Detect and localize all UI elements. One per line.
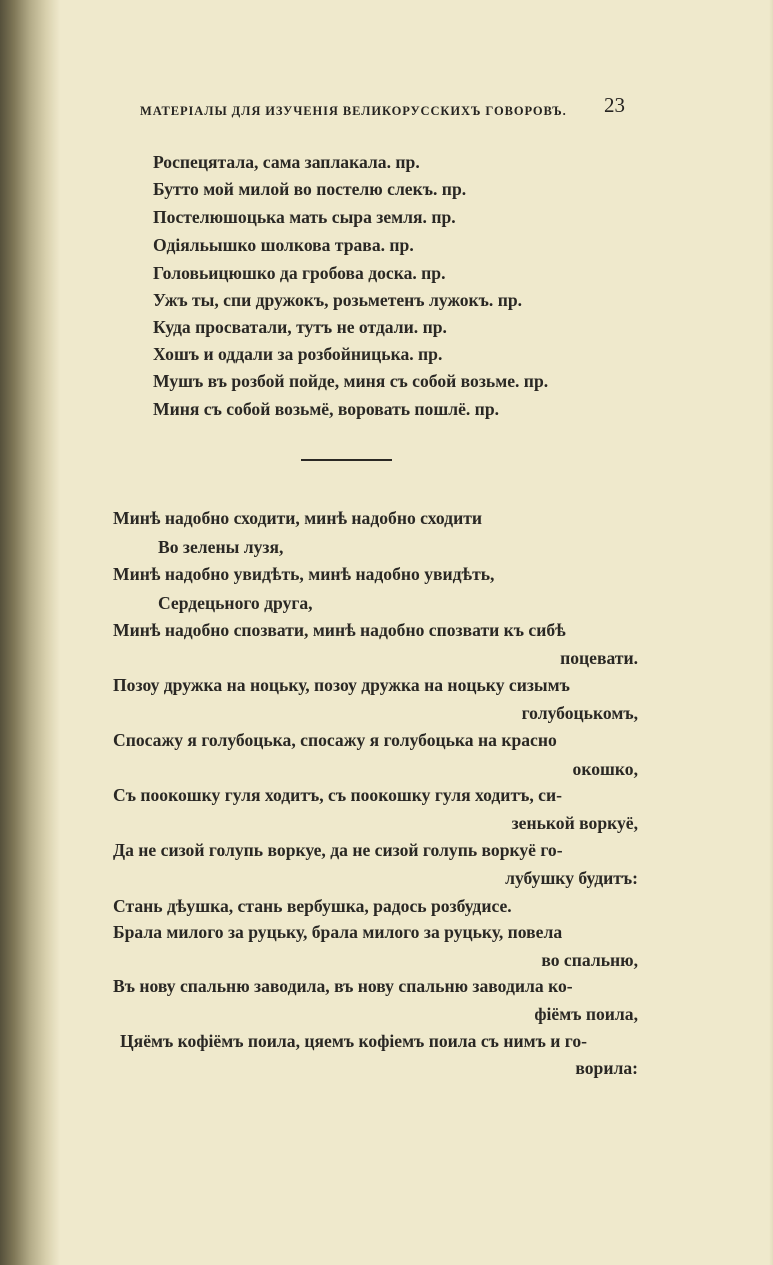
song2-line: Позоу дружка на ноцьку, позоу дружка на ноцьку сизымъ xyxy=(113,675,570,695)
song2-line: Да не сизой голупь воркуе, да не сизой голупь воркуё го- xyxy=(113,840,563,860)
song2-line: Минѣ надобно спозвати, минѣ надобно спозвати къ сибѣ xyxy=(113,620,566,640)
song1-line: Мушъ въ розбой пойде, миня съ собой возьме. пр. xyxy=(153,371,549,391)
song1-line: Роспецятала, сама заплакала. пр. xyxy=(153,152,420,172)
song1-line: Одiяльышко шолкова трава. пр. xyxy=(153,235,414,255)
song2-line: Во зелены лузя, xyxy=(158,537,284,557)
song2-line: фiёмъ поила, xyxy=(534,1004,638,1024)
section-divider xyxy=(301,459,392,461)
song2-line: Спосажу я голубоцька, спосажу я голубоцька на красно xyxy=(113,730,557,750)
song2-line: Брала милого за руцьку, брала милого за руцьку, повела xyxy=(113,922,563,942)
song2-line: лубушку будитъ: xyxy=(505,868,638,888)
song1-line: Ужъ ты, спи дружокъ, розьметенъ лужокъ. пр. xyxy=(153,290,523,310)
song2-line: поцевати. xyxy=(560,648,638,668)
song2-line: голубоцькомъ, xyxy=(521,703,638,723)
song2-line: Минѣ надобно увидѣть, минѣ надобно увидѣть, xyxy=(113,564,495,584)
song2-line: Сердецьного друга, xyxy=(158,593,313,613)
song1-line: Головьицюшко да гробова доска. пр. xyxy=(153,263,446,283)
song1-line: Хошъ и оддали за розбойницька. пр. xyxy=(153,344,443,364)
song1-line: Куда просватали, тутъ не отдали. пр. xyxy=(153,317,447,337)
song2-line: Стань дѣушка, стань вербушка, радось розбудисе. xyxy=(113,896,512,916)
song1-line: Миня съ собой возьмё, воровать пошлё. пр. xyxy=(153,399,499,419)
song2-line: зенькой воркуё, xyxy=(511,813,638,833)
song2-line: ворила: xyxy=(575,1058,638,1078)
running-head: МАТЕРIАЛЫ ДЛЯ ИЗУЧЕНIЯ ВЕЛИКОРУССКИХЪ ГОВОРОВЪ. xyxy=(140,104,567,118)
page-number: 23 xyxy=(604,93,625,117)
song2-line: Цяёмъ кофiёмъ поила, цяемъ кофiемъ поила съ нимъ и го- xyxy=(120,1031,587,1051)
song1-line: Бутто мой милой во постелю слекъ. пр. xyxy=(153,179,467,199)
page-edge xyxy=(769,0,773,1265)
book-gutter-shadow xyxy=(0,0,60,1265)
song2-line: во спальню, xyxy=(541,950,638,970)
song2-line: окошко, xyxy=(572,759,638,779)
song1-line: Постелюшоцька мать сыра земля. пр. xyxy=(153,207,456,227)
song2-line: Съ поокошку гуля ходитъ, съ поокошку гуля ходитъ, си- xyxy=(113,785,562,805)
song2-line: Въ нову спальню заводила, въ нову спальню заводила ко- xyxy=(113,976,573,996)
song2-line: Минѣ надобно сходити, минѣ надобно сходити xyxy=(113,508,482,528)
